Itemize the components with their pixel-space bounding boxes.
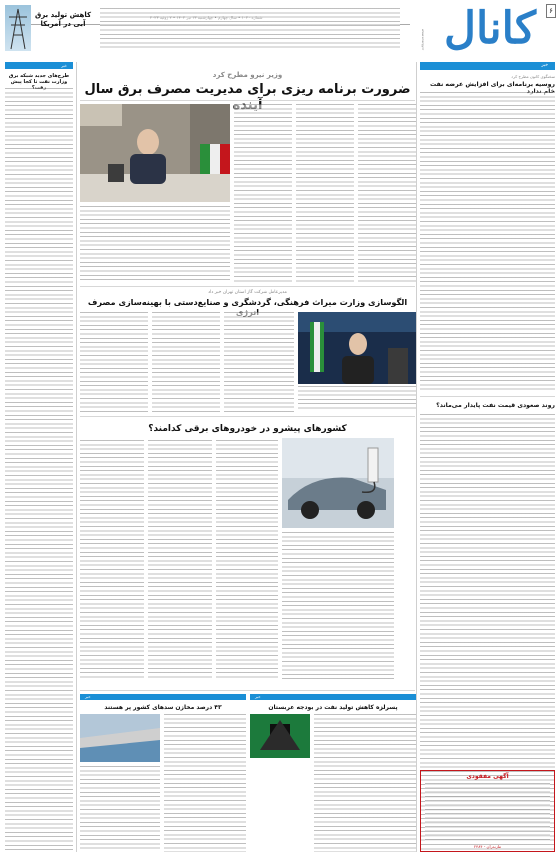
bottom-tag2: خبر <box>82 694 94 699</box>
lead-body-col2 <box>296 104 354 282</box>
masthead-logo: کانال <box>444 3 536 54</box>
second-title: الگوسازی وزارت میراث فرهنگی، گردشگری و صنایع‌دستی با بهینه‌سازی مصرف <box>87 297 408 307</box>
lead-kicker: وزیر نیرو مطرح کرد <box>212 71 283 79</box>
third-title: کشورهای پیشرو در خودروهای برقی کدامند؟ <box>148 424 347 434</box>
sidebar-kicker: سخنگوی کانون مطرح کرد <box>511 74 555 79</box>
ev-charging-photo <box>282 438 394 528</box>
ad-footer: مازندران - ۲۴۸۴ <box>473 844 502 849</box>
page-number: ۶ <box>546 4 556 18</box>
left-story-title: طرح‌های جدید شبکه برق وزارت نفت تا کجا پیش <box>8 73 70 85</box>
sidebar <box>420 62 555 852</box>
power-tower-photo <box>5 5 31 51</box>
sidebar-story1-title: روسیه برنامه‌ای برای افزایش عرضه نفت <box>429 81 555 88</box>
third-body-col2 <box>148 440 212 680</box>
website-url: www.energy.ir <box>421 28 425 50</box>
ad-box <box>420 770 555 852</box>
sidebar-tag: خبر <box>538 63 551 68</box>
sidebar-story1-body <box>420 92 555 392</box>
third-body-col3 <box>216 440 278 680</box>
second-body-col1 <box>80 312 148 412</box>
bottom-title2: ۴۳ درصد مخازن سدهای کشور پر هستند <box>104 704 222 711</box>
third-body-col1 <box>80 440 144 680</box>
sidebar-story2-title: روند صعودی قیمت نفت پایدار می‌ماند؟ <box>436 402 555 409</box>
top-brief-body <box>100 8 400 48</box>
lead-body-under-photo <box>80 206 230 282</box>
bottom-body1 <box>314 714 416 852</box>
left-story-body <box>5 88 73 852</box>
minister-photo <box>80 104 230 202</box>
bottom-title1: پسرلزه کاهش تولید نفت در بودجه عربستان <box>268 704 398 711</box>
masthead <box>410 0 560 60</box>
bottom-tag1: خبر <box>252 694 264 699</box>
ad-body <box>425 783 550 841</box>
bottom-body2b <box>80 766 160 852</box>
dam-photo <box>80 714 160 762</box>
speaker-photo <box>298 312 416 384</box>
left-column <box>5 62 73 852</box>
second-kicker: مدیرعامل شرکت گاز استان تهران خبر داد <box>208 290 287 295</box>
bottom-body2 <box>164 714 246 852</box>
lead-title: ضرورت برنامه ریزی برای مدیریت مصرف برق سال <box>84 82 411 97</box>
lead-body-col3 <box>358 104 416 282</box>
second-body-col2 <box>152 312 220 412</box>
saudi-oil-photo <box>250 714 310 758</box>
lead-body-col1 <box>234 104 292 282</box>
second-body-col3 <box>224 312 294 412</box>
brief-title: کاهش تولید برق آبی در آمریکا <box>34 11 92 28</box>
third-body-col4 <box>282 532 394 680</box>
left-tag: خبر <box>58 63 70 68</box>
top-brief <box>5 5 93 55</box>
second-caption <box>298 386 416 412</box>
ad-title: آگهی مفقودی <box>466 773 509 780</box>
